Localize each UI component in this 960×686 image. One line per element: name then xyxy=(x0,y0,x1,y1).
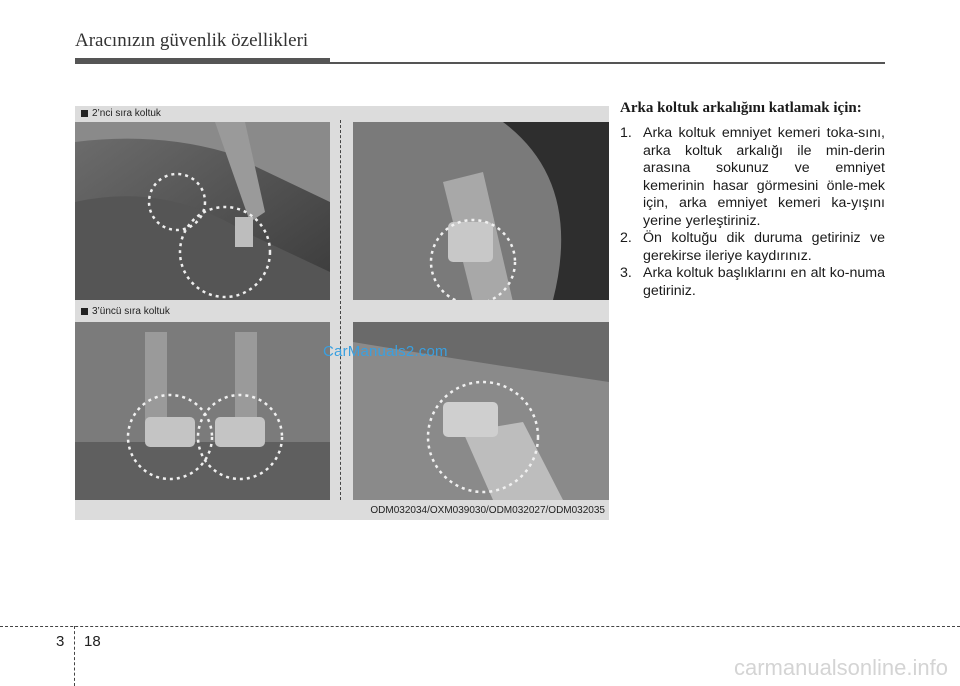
steps-list xyxy=(620,125,885,300)
section-heading: Arka koltuk arkalığını katlamak için: xyxy=(620,100,862,116)
photo-second-row-buckle xyxy=(353,122,609,300)
seat-figure xyxy=(75,106,609,520)
footer-rule xyxy=(0,626,960,627)
caption-third-row: 3’üncü sıra koltuk xyxy=(81,306,170,317)
figure-code: ODM032034/OXM039030/ODM032027/ODM032035 xyxy=(370,505,605,516)
page-header-title: Aracınızın güvenlik özellikleri xyxy=(75,30,309,51)
header-rule-thin xyxy=(330,62,885,64)
list-item: 3. Arka koltuk başlıklarını en alt ko-numa getiriniz. xyxy=(620,265,885,299)
list-item: 2. Ön koltuğu dik duruma getiriniz ve gerekirse ileriye kaydırınız. xyxy=(620,230,885,264)
carmanuals-watermark: CarManuals2.com xyxy=(323,343,448,360)
instructions-column xyxy=(620,100,885,300)
list-item: 1. Arka koltuk emniyet kemeri toka-sını, arka koltuk arkalığı ile min-derin arasına sokunuz ve emniyet kemerinin hasar görmesini önle-mek için, arka emniyet kemeri ka-yışını yerine yerleştiriniz. xyxy=(620,125,885,229)
chapter-number: 3 xyxy=(56,633,65,650)
caption-bullet-icon xyxy=(81,110,88,117)
page-number: 18 xyxy=(84,633,101,650)
site-watermark: carmanualsonline.info xyxy=(733,655,948,680)
caption-bullet-icon xyxy=(81,308,88,315)
photo-third-row-seat xyxy=(75,322,330,500)
header-rule-thick xyxy=(75,58,330,64)
figure-divider xyxy=(340,120,341,500)
caption-second-row: 2’nci sıra koltuk xyxy=(81,108,161,119)
footer-divider xyxy=(74,626,75,686)
photo-second-row-seat xyxy=(75,122,330,300)
